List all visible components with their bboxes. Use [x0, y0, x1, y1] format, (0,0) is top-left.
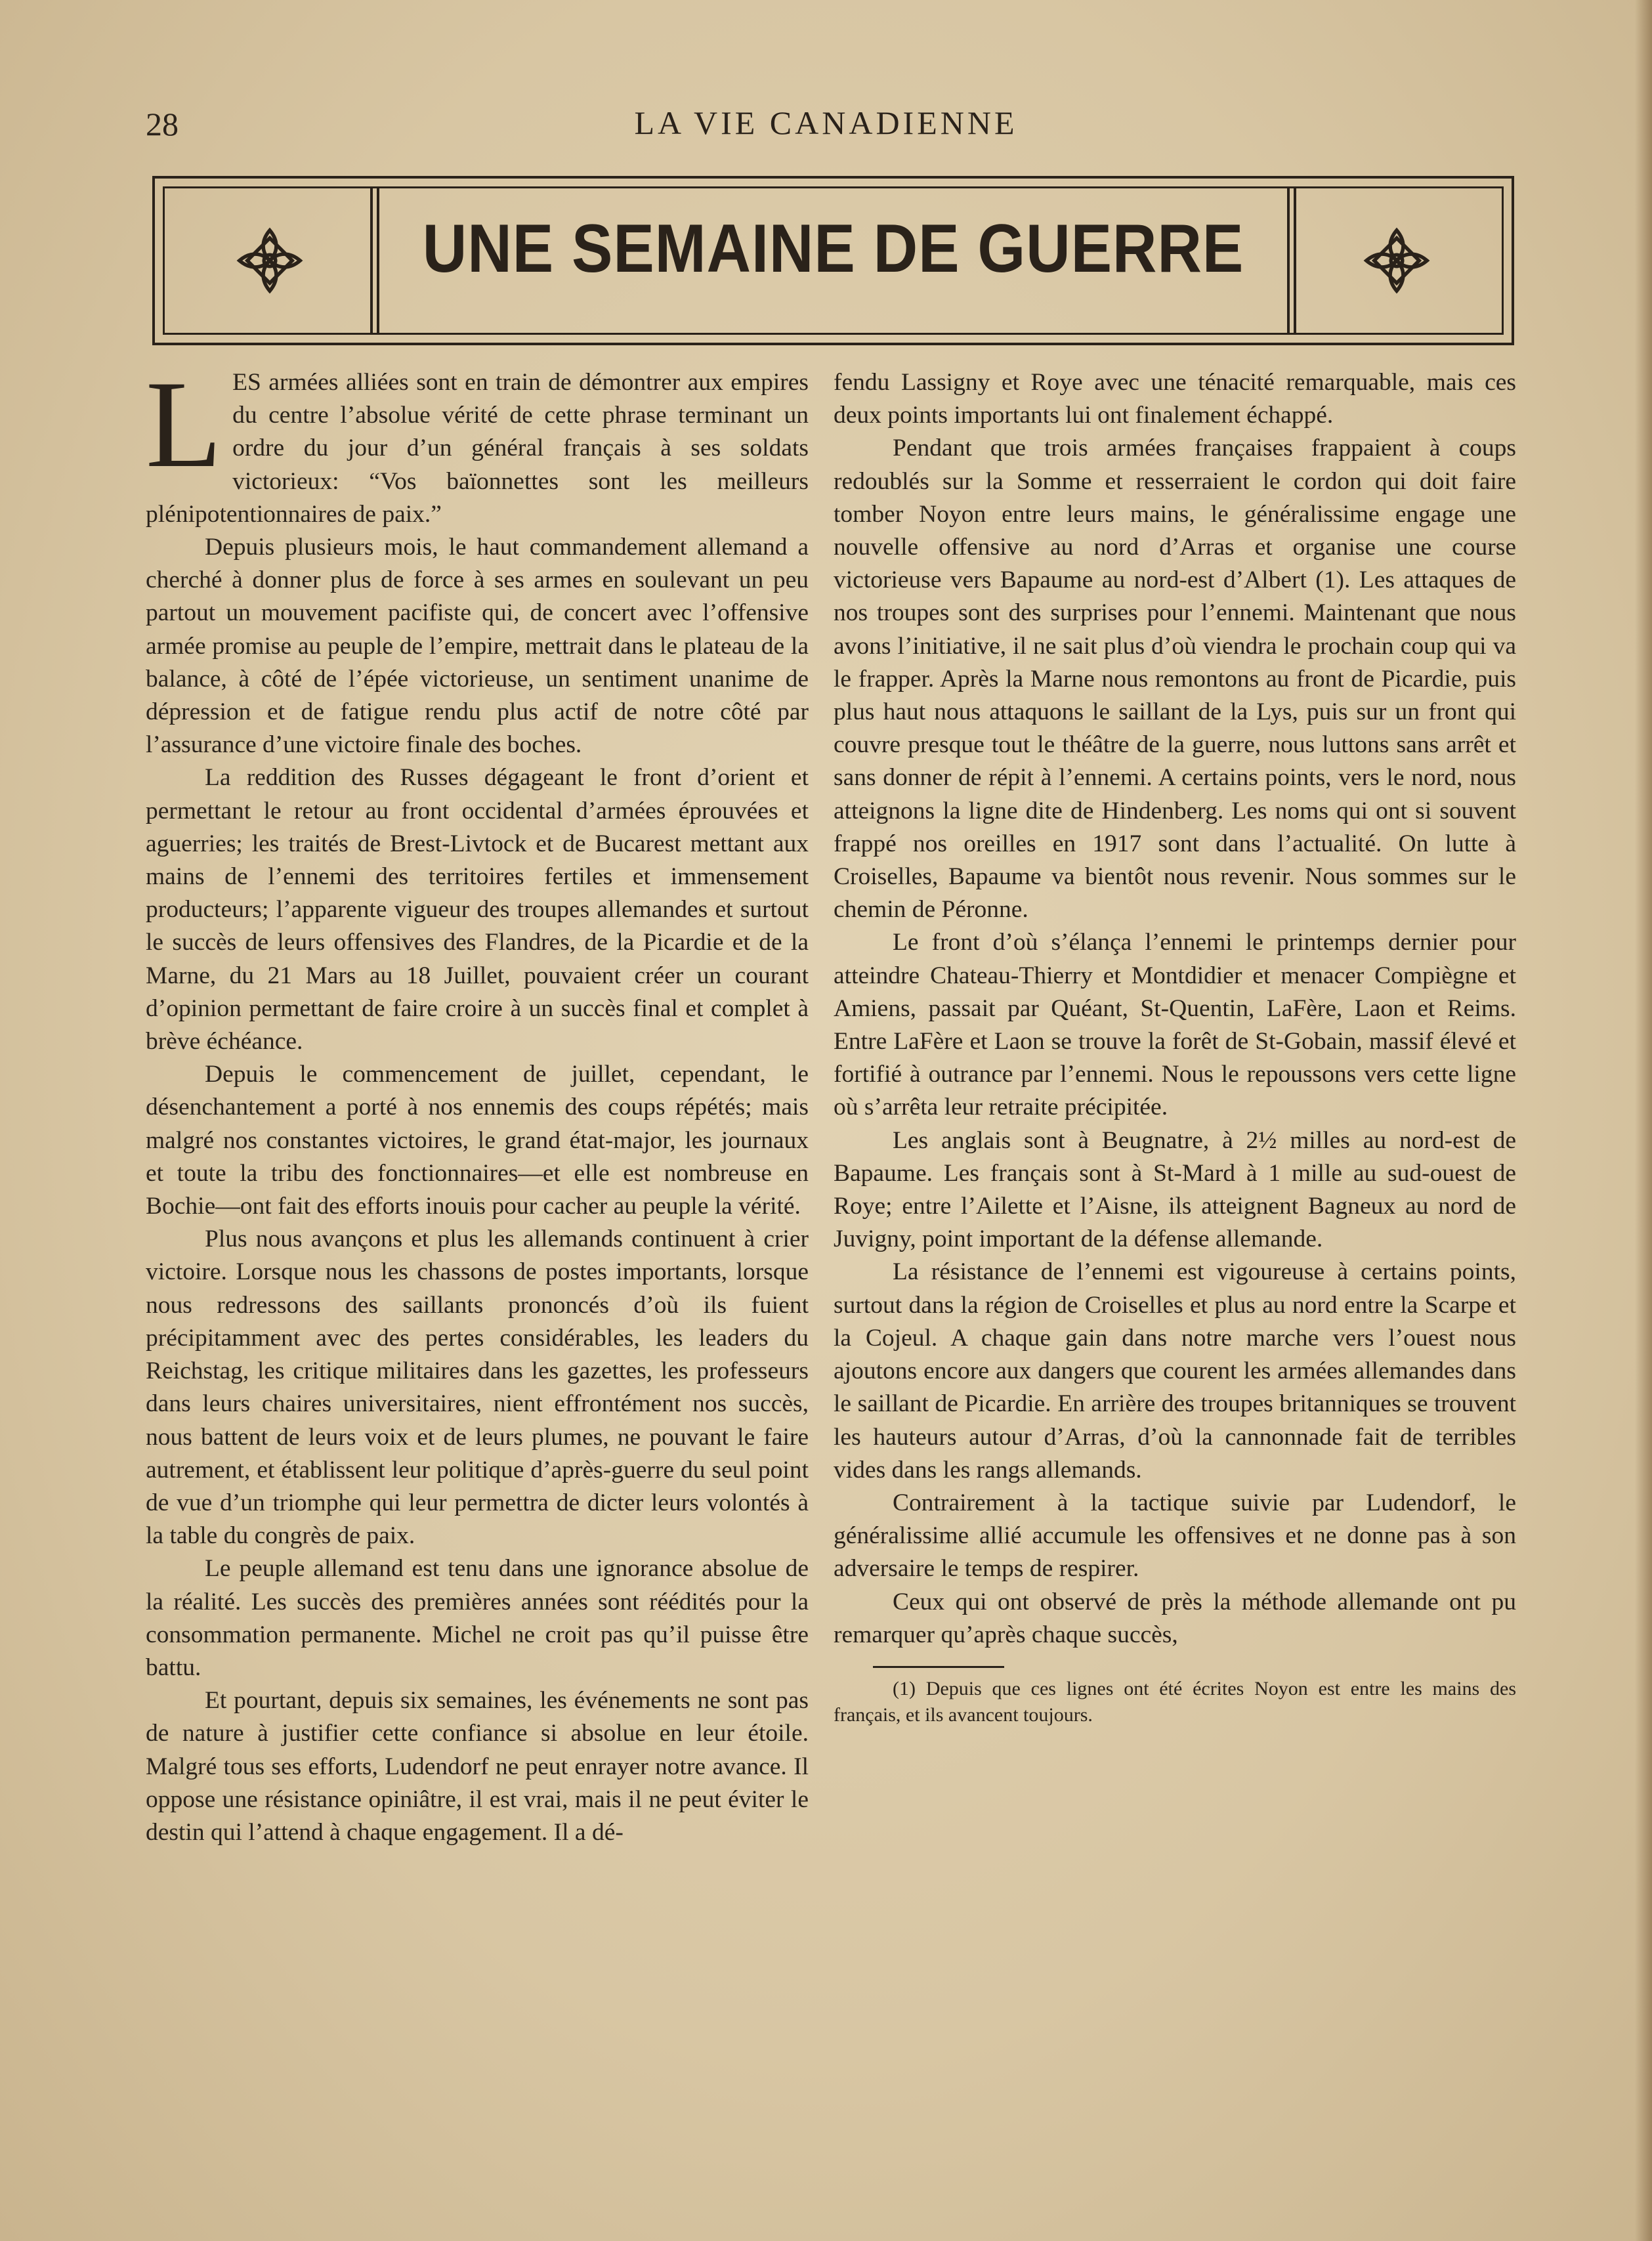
paragraph: La reddition des Russes dégageant le front d’orient et permettant le retour au front occidental d’armées éprouvées et aguerries; les traités de Brest-Livtock et de Bucarest mettant aux mains de l’ennemi des territoires fertiles et immensement producteurs; l’apparente vigueur des troupes allemandes et surtout le succès de leurs offensives des Flandres, de la Picardie et de la Marne, du 21 Mars au 18 Juillet, pouvaient créer un courant d’opinion permettant de faire croire à un succès final et complet à brève échéance. — [146, 764, 809, 1056]
running-head — [0, 98, 1652, 151]
paragraph: La résistance de l’ennemi est vigoureuse à certains points, surtout dans la région de Croiselles et plus au nord entre la Scarpe et la Cojeul. A chaque gain dans notre marche vers l’ouest nous ajoutons encore aux dangers que courent les armées allemandes dans le saillant de Picardie. En arrière des troupes britanniques se trouvent les hauteurs autour d’Arras, d’où la cannonnade fait de terribles vides dans les rangs allemands. — [834, 1258, 1516, 1483]
drop-cap: L — [146, 356, 222, 494]
paragraph: Pendant que trois armées françaises frappaient à coups redoublés sur la Somme et resserraient le cordon qui doit faire tomber Noyon entre leurs mains, le généralissime engage une nouvelle offensive au nord d’Arras et organise une course victorieuse vers Bapaume au nord-est d’Albert (1). Les attaques de nos troupes sont des surprises pour l’ennemi. Maintenant que nous avons l’initiative, il ne sait plus d’où viendra le prochain coup qui va le frapper. Après la Marne nous remontons au front de Picardie, puis plus haut nous attaquons le saillant de la Lys, puis sur un front qui couvre presque tout le théâtre de la guerre, nous luttons sans arrêt et sans donner de répit à l’ennemi. A certains points, vers le nord, nous atteignons la ligne dite de Hindenberg. Les noms qui ont si souvent frappé nos oreilles en 1917 sont dans l’actualité. On lutte à Croiselles, Bapaume va bientôt nous revenir. Nous sommes sur le chemin de Péronne. — [834, 435, 1516, 924]
paragraph: Depuis plusieurs mois, le haut commandement allemand a cherché à donner plus de force à ses armes en soulevant un peu partout un mouvement pacifiste qui, de concert avec l’offensive armée promise au peuple de l’empire, mettrait dans le plateau de la balance, à côté de l’épée victorieuse, un sentiment unanime de dépression et de fatigue rendu plus actif de notre côté par l’assurance d’une victoire finale des boches. — [146, 534, 809, 759]
paragraph: Les anglais sont à Beugnatre, à 2½ milles au nord-est de Bapaume. Les français sont à St-Mard à 1 mille au sud-ouest de Roye; entre l’Ailette et l’Aisne, ils atteignent Bagneux au nord de Juvigny, point important de la défense allemande. — [834, 1126, 1516, 1253]
page-edge-shadow — [1635, 0, 1652, 2241]
paragraph: Ceux qui ont observé de près la méthode allemande ont pu remarquer qu’après chaque succès, — [834, 1588, 1516, 1648]
footnote-divider — [873, 1666, 1004, 1668]
paragraph: fendu Lassigny et Roye avec une ténacité remarquable, mais ces deux points importants lui ont finalement échappé. — [834, 369, 1516, 429]
paragraph: LES armées alliées sont en train de démontrer aux empires du centre l’absolue vérité de cette phrase terminant un ordre du jour d’un général français à ses soldats victorieux: “Vos baïonnettes sont les meilleurs plénipotentionnaires de paix.” — [146, 356, 809, 528]
title-frame — [152, 176, 1514, 345]
paragraph: Le front d’où s’élança l’ennemi le printemps dernier pour atteindre Chateau-Thierry et Montdidier et menacer Compiègne et Amiens, passait par Quéant, St-Quentin, LaFère, Laon et Reims. Entre LaFère et Laon se trouve la forêt de St-Gobain, massif élevé et fortifié à outrance par l’ennemi. Nous le repoussons vers cette ligne où s’arrêta leur retraite précipitée. — [834, 929, 1516, 1121]
paragraph: Contrairement à la tactique suivie par Ludendorf, le généralissime allié accumule les offensives et ne donne pas à son adversaire le temps de respirer. — [834, 1489, 1516, 1583]
page-number: 28 — [146, 106, 179, 142]
paragraph: Depuis le commencement de juillet, cependant, le désenchantement a porté à nos ennemis des coups répétés; mais malgré nos constantes victoires, le grand état-major, les journaux et toute la tribu des fonctionnaires—et elle est nombreuse en Bochie—ont fait des efforts inouis pour cacher au peuple la vérité. — [146, 1061, 809, 1220]
paragraph: Le peuple allemand est tenu dans une ignorance absolue de la réalité. Les succès des premières années sont réédités pour la consommation permanente. Michel ne croit pas qu’il puisse être battu. — [146, 1555, 809, 1681]
paragraph: Et pourtant, depuis six semaines, les événements ne sont pas de nature à justifier cette confiance si absolue en leur étoile. Malgré tous ses efforts, Ludendorf ne peut enrayer notre avance. Il oppose une résistance opiniâtre, il est vrai, mais il ne peut éviter le destin qui l’attend à chaque engagement. Il a dé- — [146, 1687, 809, 1846]
left-column — [146, 356, 809, 1849]
celtic-knot-icon — [1361, 224, 1433, 297]
right-column — [834, 366, 1516, 1728]
journal-name: LA VIE CANADIENNE — [634, 104, 1018, 141]
footnote: (1) Depuis que ces lignes ont été écrites Noyon est entre les mains des français, et ils avancent toujours. — [834, 1677, 1516, 1726]
paragraph: Plus nous avançons et plus les allemands continuent à crier victoire. Lorsque nous les chassons de postes importants, lorsque nous redressons des saillants prononcés d’où ils fuient précipitamment avec des pertes considérables, les leaders du Reichstag, les critique militaires dans les gazettes, les professeurs dans leurs chaires universitaires, nient effrontément nos succès, nous battent de leurs voix et de leurs plumes, ne pouvant le faire autrement, et établissent leur politique d’après-guerre du seul point de vue d’un triomphe qui leur permettra de dicter leurs volontés à la table du congrès de paix. — [146, 1226, 809, 1550]
article-title: UNE SEMAINE DE GUERRE — [422, 211, 1244, 287]
